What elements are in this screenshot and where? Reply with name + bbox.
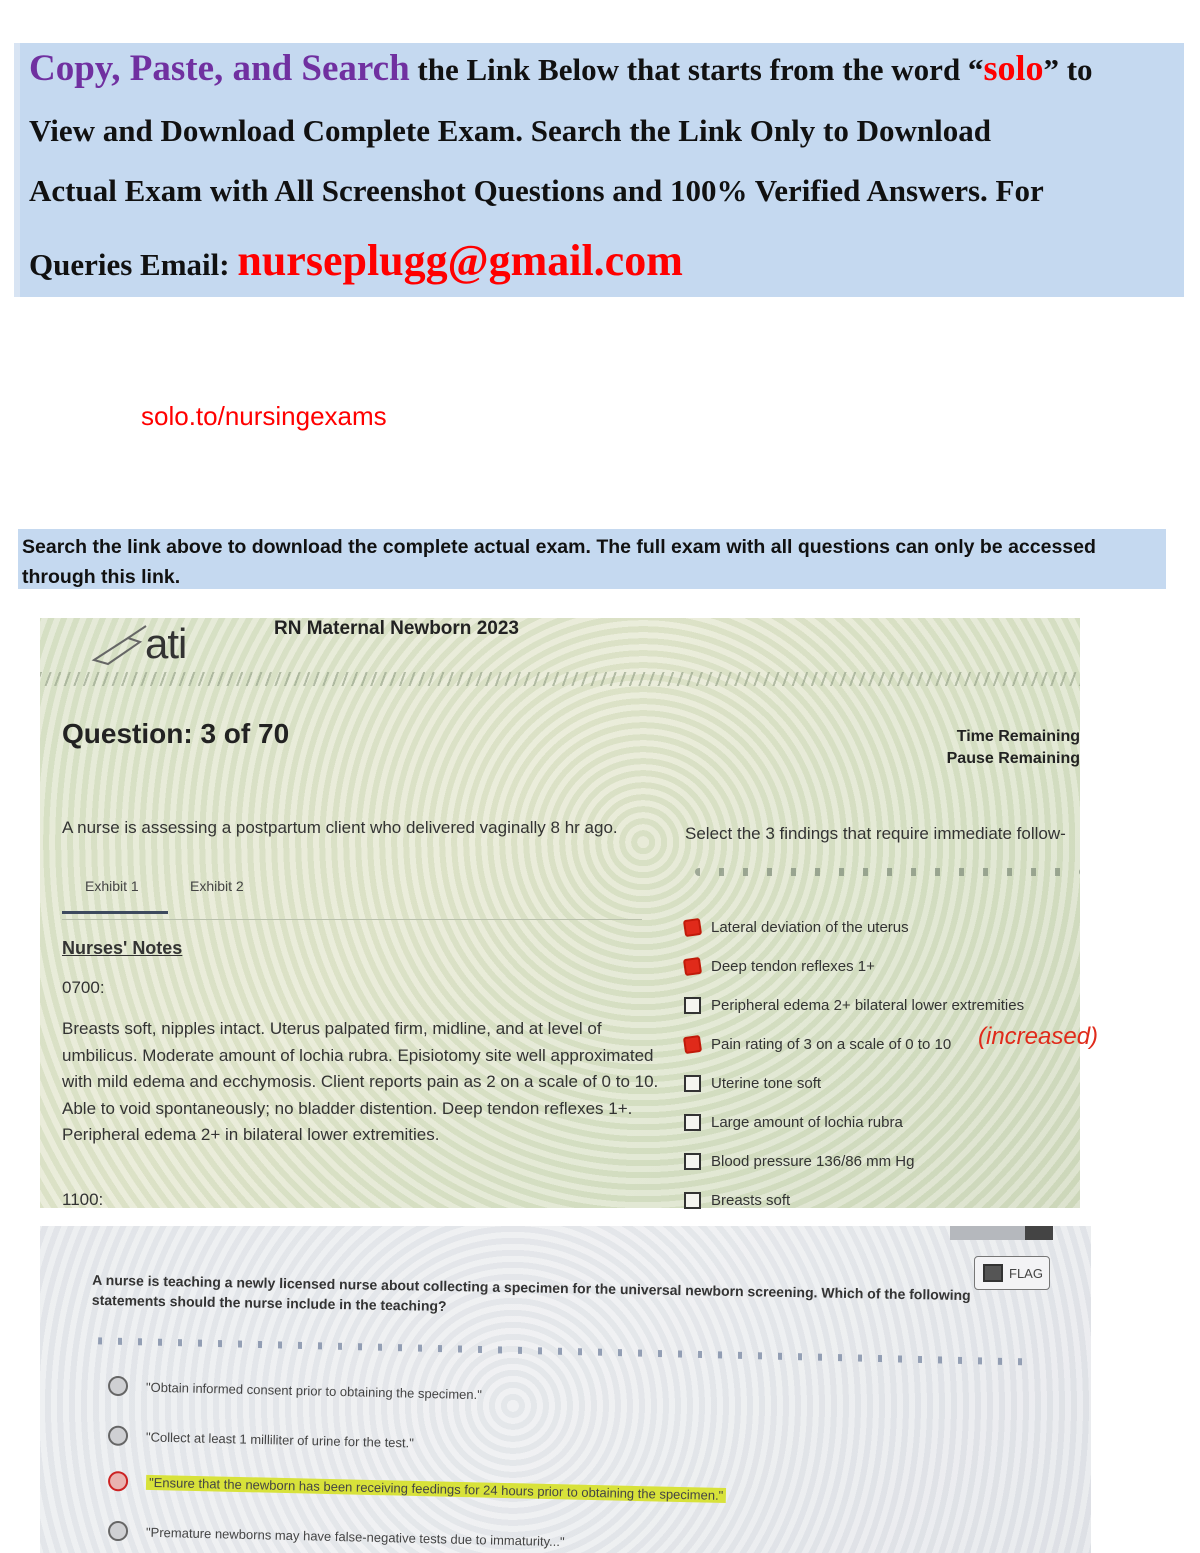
exam-screenshot-1: [40, 618, 1099, 1209]
option-checkbox[interactable]: [684, 1025, 1024, 1064]
instruction-banner: [14, 43, 1184, 297]
tab-divider: [62, 919, 642, 920]
toolbar-strip: [950, 1226, 1025, 1240]
banner-line-4: [29, 235, 683, 286]
banner-headline: Copy, Paste, and Search: [29, 48, 410, 89]
option-label: Uterine tone soft: [711, 1075, 822, 1092]
option-label: "Obtain informed consent prior to obtaining the specimen.": [145, 1379, 482, 1402]
option-label: Peripheral edema 2+ bilateral lower extremities: [711, 997, 1025, 1014]
timer-panel: [947, 726, 1080, 770]
banner-text: Queries Email:: [29, 247, 238, 282]
banner-line-3: Actual Exam with All Screenshot Questions and 100% Verified Answers. For: [29, 173, 1044, 208]
calculator-icon[interactable]: [1025, 1226, 1053, 1240]
checkbox-checked-icon[interactable]: [683, 918, 702, 937]
option-label: "Collect at least 1 milliliter of urine for the test.": [145, 1428, 415, 1450]
option-label: "Premature newborns may have false-negative tests due to immaturity...": [145, 1524, 565, 1549]
option-checkbox[interactable]: [684, 908, 1024, 947]
banner-text: the Link Below that starts from the word “: [409, 52, 984, 87]
tab-exhibit-1[interactable]: Exhibit 1: [85, 878, 139, 894]
checkbox-icon[interactable]: [684, 1114, 701, 1131]
option-radio[interactable]: [108, 1521, 565, 1551]
active-tab-indicator: [62, 911, 168, 914]
option-radio[interactable]: [108, 1471, 727, 1505]
option-checkbox[interactable]: [684, 1181, 1024, 1220]
checkbox-icon[interactable]: [684, 1075, 701, 1092]
question-stem: A nurse is teaching a newly licensed nurse about collecting a specimen for the universal newborn screening. Which of the following statements should the nurse include in the teaching?: [91, 1271, 971, 1314]
checkbox-checked-icon[interactable]: [683, 957, 702, 976]
exam-title: RN Maternal Newborn 2023: [274, 618, 519, 639]
banner-line-2: View and Download Complete Exam. Search the Link Only to Download: [29, 113, 991, 148]
radio-icon[interactable]: [108, 1521, 128, 1541]
question-counter: Question: 3 of 70: [62, 718, 290, 749]
download-link[interactable]: solo.to/nursingexams: [141, 401, 387, 431]
banner-keyword: solo: [983, 48, 1044, 88]
option-label: Large amount of lochia rubra: [711, 1114, 903, 1131]
note-time-1100: 1100:: [62, 1190, 104, 1209]
option-radio[interactable]: [108, 1376, 482, 1404]
option-checkbox[interactable]: [684, 1103, 1024, 1142]
radio-icon[interactable]: [108, 1376, 128, 1396]
dotted-separator: [98, 1337, 1038, 1365]
checkbox-icon[interactable]: [684, 997, 701, 1014]
option-checkbox[interactable]: [684, 1064, 1024, 1103]
option-label: Breasts soft: [711, 1192, 791, 1209]
access-note: Search the link above to download the complete actual exam. The full exam with all questions can only be accessed through this link.: [18, 529, 1166, 589]
radio-checked-icon[interactable]: [108, 1471, 128, 1491]
dotted-separator: [695, 868, 1080, 876]
handwritten-annotation: (increased): [978, 1023, 1099, 1050]
option-label: Blood pressure 136/86 mm Hg: [711, 1153, 915, 1170]
radio-icon[interactable]: [108, 1426, 128, 1446]
banner-text: ” to: [1043, 52, 1093, 87]
checkbox-icon[interactable]: [684, 1192, 701, 1209]
option-checkbox[interactable]: [684, 1142, 1024, 1181]
option-label: Deep tendon reflexes 1+: [711, 958, 875, 975]
tab-exhibit-2[interactable]: Exhibit 2: [190, 878, 244, 894]
flag-label: FLAG: [1009, 1265, 1043, 1281]
contact-email[interactable]: nurseplugg@gmail.com: [237, 236, 683, 285]
option-label: Lateral deviation of the uterus: [711, 919, 909, 936]
nurses-notes-heading: Nurses' Notes: [62, 938, 183, 958]
time-remaining-label: Time Remaining: [956, 728, 1080, 745]
ati-logo-text: ati: [145, 620, 187, 667]
question-instruction: Select the 3 findings that require immediate follow-: [685, 824, 1066, 843]
question-stem: A nurse is assessing a postpartum client who delivered vaginally 8 hr ago.: [62, 818, 618, 837]
option-checkbox[interactable]: [684, 986, 1024, 1025]
nurses-notes-body: Breasts soft, nipples intact. Uterus palpated firm, midline, and at level of umbilicus. Moderate amount of lochia rubra. Episiotomy site well approximated with mild edema and ecchymosis. Client reports pain as 2 on a scale of 0 to 10. Able to void spontaneously; no bladder distention. Deep tendon reflexes 1+. Peripheral edema 2+ in bilateral lower extremities.: [62, 1019, 659, 1144]
checkbox-checked-icon[interactable]: [683, 1035, 702, 1054]
exam-screenshot-2: [40, 1226, 1091, 1553]
option-checkbox[interactable]: [684, 947, 1024, 986]
option-label: Pain rating of 3 on a scale of 0 to 10: [711, 1036, 952, 1053]
header-divider: [40, 672, 1080, 686]
option-label-highlighted: "Ensure that the newborn has been receiving feedings for 24 hours prior to obtaining the specimen.": [146, 1474, 727, 1502]
note-time-0700: 0700:: [62, 978, 105, 997]
option-radio[interactable]: [108, 1426, 414, 1453]
answer-options: [684, 908, 1024, 1220]
checkbox-icon[interactable]: [684, 1153, 701, 1170]
banner-line-1: [29, 47, 1093, 90]
pause-remaining-label: Pause Remaining: [946, 750, 1080, 767]
bookmark-icon: [983, 1264, 1003, 1282]
